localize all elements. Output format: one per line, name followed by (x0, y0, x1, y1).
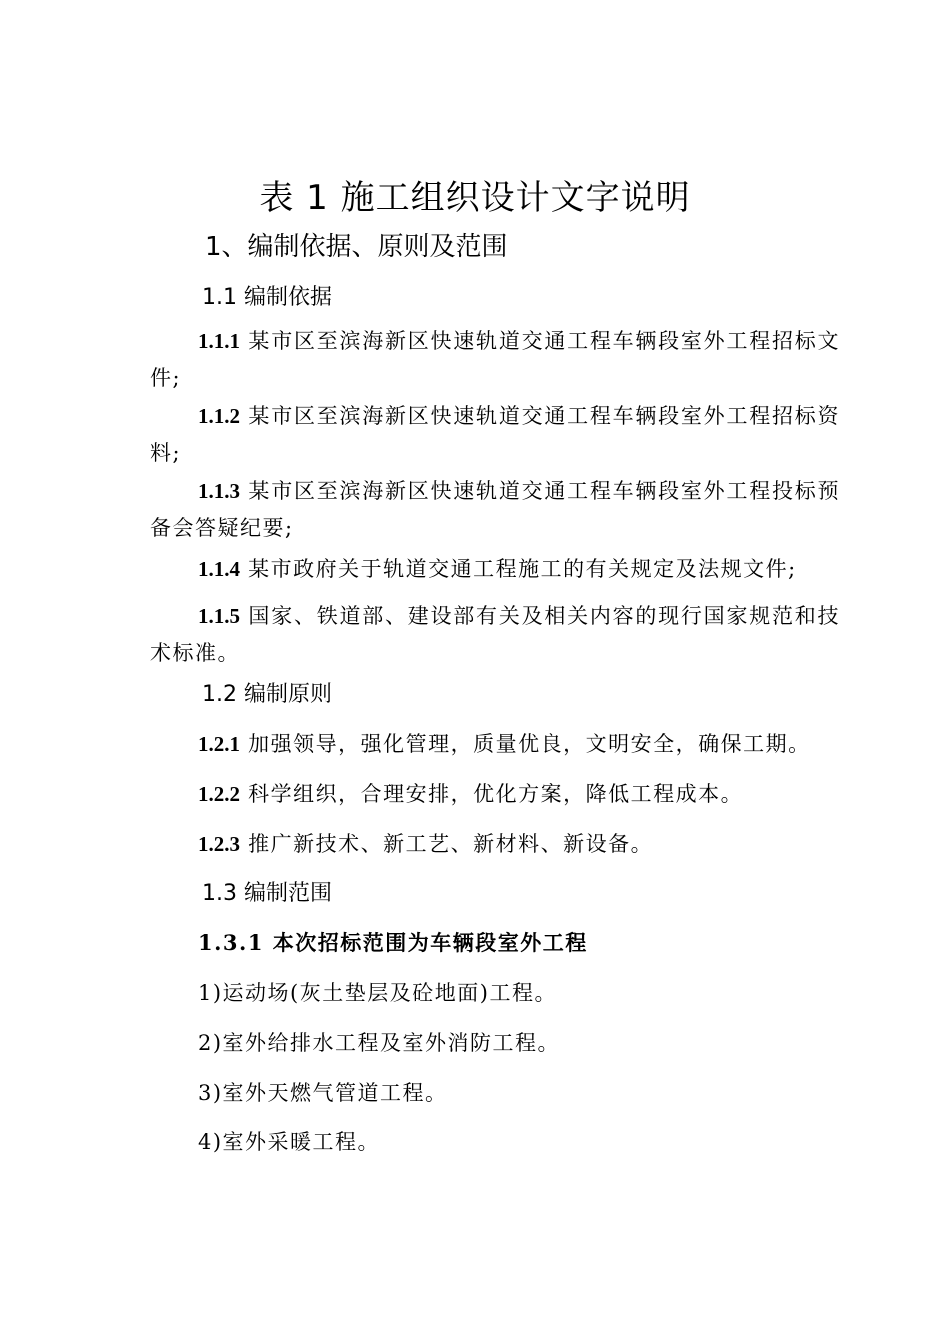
subheading-1-3-1: 1.3.1 本次招标范围为车辆段室外工程 (198, 930, 588, 955)
paragraph-1-2-2 (198, 778, 858, 808)
item-text: 某市区至滨海新区快速轨道交通工程车辆段室外工程招标资料; (150, 404, 840, 465)
item-number: 1.2.2 (198, 782, 240, 806)
paragraph-1-2-1 (198, 728, 858, 758)
document-title: 表 1 施工组织设计文字说明 (259, 178, 691, 218)
section-1-heading: 1、编制依据、原则及范围 (205, 232, 508, 262)
scope-item-2: 2)室外给排水工程及室外消防工程。 (198, 1031, 561, 1055)
paragraph-1-1-4 (198, 553, 858, 583)
item-text: 某市区至滨海新区快速轨道交通工程车辆段室外工程招标文件; (150, 329, 840, 390)
item-text: 国家、铁道部、建设部有关及相关内容的现行国家规范和技术标准。 (150, 604, 840, 665)
item-number: 1.1.5 (198, 604, 240, 628)
scope-item-4: 4)室外采暖工程。 (198, 1130, 381, 1154)
item-number: 1.2.1 (198, 732, 240, 756)
scope-item-3: 3)室外天燃气管道工程。 (198, 1081, 448, 1105)
item-text: 某市政府关于轨道交通工程施工的有关规定及法规文件; (240, 557, 797, 581)
item-text: 加强领导，强化管理，质量优良，文明安全，确保工期。 (240, 732, 811, 756)
section-1-1-heading: 1.1 编制依据 (202, 285, 332, 310)
item-number: 1.1.2 (198, 404, 240, 428)
paragraph-1-2-3 (198, 828, 858, 858)
section-1-2-heading: 1.2 编制原则 (202, 682, 332, 707)
paragraph-1-1-2 (150, 398, 840, 472)
item-text: 科学组织，合理安排，优化方案，降低工程成本。 (240, 782, 744, 806)
paragraph-1-1-5 (150, 598, 840, 672)
section-1-3-heading: 1.3 编制范围 (202, 881, 332, 906)
paragraph-1-1-3 (150, 473, 840, 547)
item-text: 某市区至滨海新区快速轨道交通工程车辆段室外工程投标预备会答疑纪要; (150, 479, 840, 540)
paragraph-1-1-1 (150, 323, 840, 397)
item-number: 1.1.3 (198, 479, 240, 503)
item-number: 1.2.3 (198, 832, 240, 856)
item-text: 推广新技术、新工艺、新材料、新设备。 (240, 832, 654, 856)
scope-item-1: 1)运动场(灰土垫层及砼地面)工程。 (198, 981, 557, 1005)
item-number: 1.1.1 (198, 329, 240, 353)
item-number: 1.1.4 (198, 557, 240, 581)
